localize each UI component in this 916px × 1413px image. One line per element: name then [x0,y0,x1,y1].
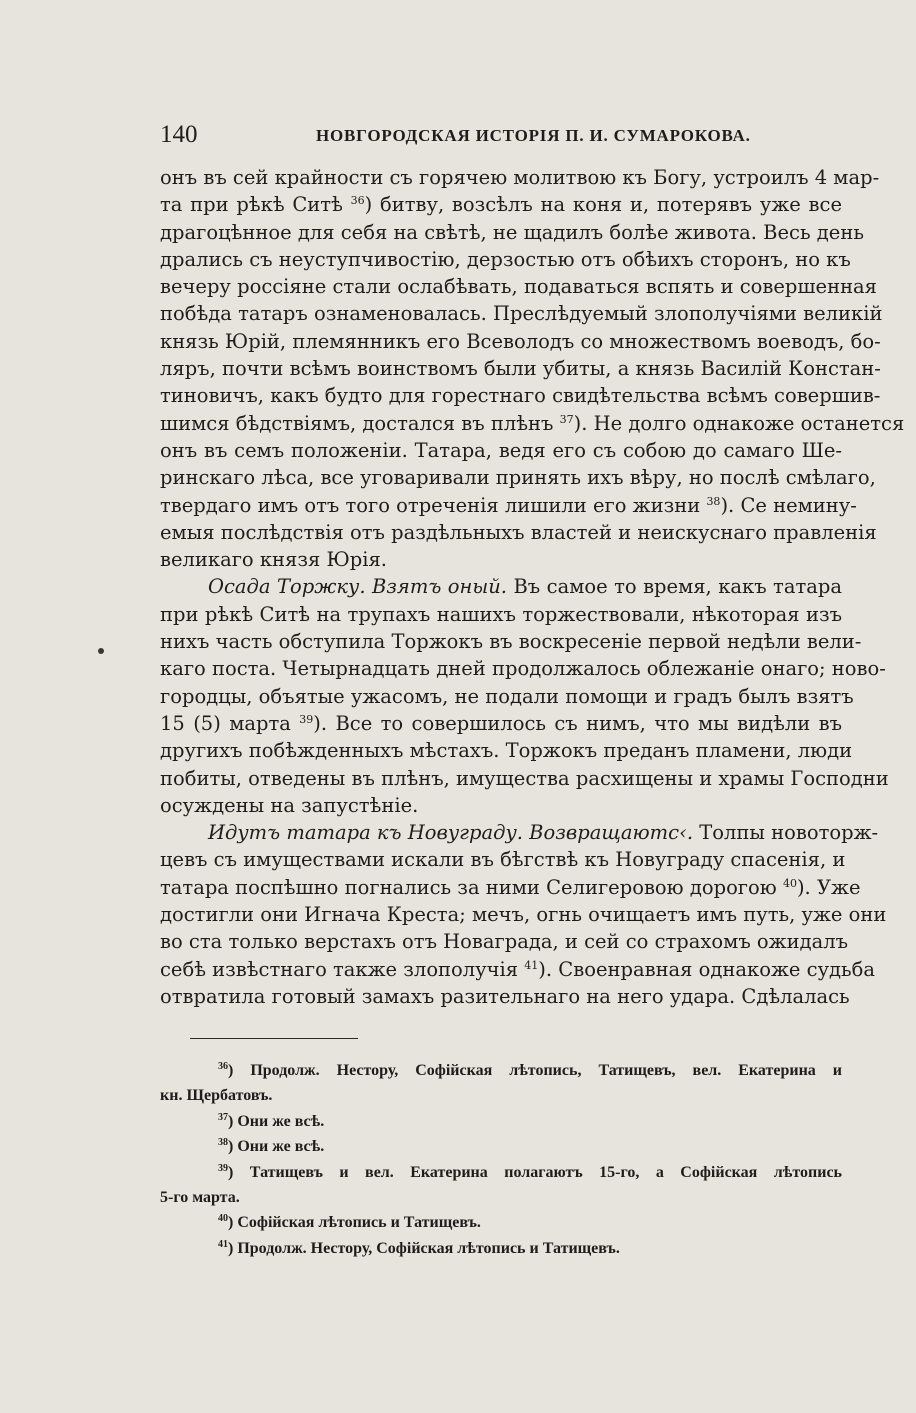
footnote-reference: 37 [218,1111,228,1123]
text-line [160,382,881,409]
text-run: ) Продолж. Нестору, Софійская лѣтопись и Татищевъ. [228,1239,620,1257]
text-line [160,765,889,792]
footnote-reference: 40 [218,1213,228,1225]
text-line [160,573,842,600]
text-line [160,164,880,191]
footnote-reference: 36 [350,194,365,208]
text-run: татара поспѣшно погнались за ними Селигеровою дорогою [160,875,783,899]
section-heading-italic: Идутъ татара къ Новуграду. Возвращаютс‹. [208,821,694,845]
footnote [160,1160,842,1211]
text-run: ) Они же всѣ. [228,1138,325,1156]
footnote-line [160,1210,842,1235]
text-run: твердаго имъ отъ того отреченія лишили его жизни [160,493,707,517]
text-run: себѣ извѣстнаго также злополучія [160,957,525,981]
text-run: нихъ часть обступила Торжокъ въ воскресеніе первой недѣли вели- [160,630,862,654]
text-line [160,355,881,382]
text-run: кн. Щербатовъ. [160,1087,273,1105]
text-line [160,846,846,873]
text-run: тиновичъ, какъ будто для горестнаго свидѣтельства всѣмъ совершив- [160,384,881,408]
footnote-reference: 40 [782,876,797,890]
text-run: дрались съ неуступчивостію, дерзостью отъ обѣихъ сторонъ, но къ [160,247,851,271]
footnote-reference: 41 [218,1238,228,1250]
text-line [160,792,842,819]
footnote-divider [190,1038,358,1039]
text-line [160,874,861,901]
text-line [160,683,854,710]
text-line [160,519,877,546]
text-run: ) Татищевъ и вел. Екатерина полагаютъ 15-го, а Софійская лѣтопись [228,1163,842,1181]
text-run: драгоцѣнное для себя на свѣтѣ, не щадилъ болѣе живота. Весь день [160,220,864,244]
text-run: 5-го марта. [160,1188,240,1206]
text-run: вечеру россіяне стали ослабѣвать, подаваться вспять и совершенная [160,275,877,299]
footnote-reference: 39 [299,712,314,726]
text-line [160,328,881,355]
text-run: ) битву, возсѣлъ на коня и, потерявъ уже все [364,193,842,217]
text-line [160,191,842,218]
text-run: ) Они же всѣ. [228,1112,325,1130]
text-run: шимся бѣдствіямъ, достался въ плѣнъ [160,411,560,435]
text-run: ринскаго лѣса, все уговаривали принять ихъ вѣру, но послѣ смѣлаго, [160,466,876,490]
footnote-line [160,1083,842,1108]
text-line [160,437,842,464]
text-run: при рѣкѣ Ситѣ на трупахъ нашихъ торжествовали, нѣкоторая изъ [160,602,842,626]
text-line [160,710,842,737]
text-line [160,655,886,682]
text-line [160,956,876,983]
footnote-reference: 39 [218,1162,228,1174]
text-line [160,928,849,955]
text-run: ляръ, почти всѣмъ воинствомъ были убиты, а князь Василій Констан- [160,357,881,381]
text-run: во ста только верстахъ отъ Новаграда, и сей со страхомъ ожидалъ [160,930,849,954]
footnote-line [160,1058,842,1083]
running-head: НОВГОРОДСКАЯ ИСТОРІЯ П. И. СУМАРОКОВА. [316,126,751,145]
footnote-reference: 38 [218,1137,228,1149]
ink-speck [98,648,104,654]
text-run: осуждены на запустѣніе. [160,793,419,817]
footnote-line [160,1134,842,1159]
text-run: побѣда татаръ ознаменовалась. Преслѣдуемый злополучіями великій [160,302,883,326]
text-line [160,901,887,928]
footnote-reference: 36 [218,1061,228,1072]
text-run: великаго князя Юрія. [160,548,387,572]
footnote-line [160,1236,842,1261]
footnote-reference: 37 [559,412,574,426]
text-run: ) Продолж. Нестору, Софійская лѣтопись, Татищевъ, вел. Екатерина и [228,1062,842,1079]
text-run: побиты, отведены въ плѣнъ, имущества расхищены и храмы Господни [160,766,889,790]
text-run: ). Все то совершилось съ нимъ, что мы видѣли въ [313,711,842,735]
text-line [160,819,879,846]
text-run: емыя послѣдствія отъ раздѣльныхъ властей и неискуснаго правленія [160,520,877,544]
text-run: цевъ съ имуществами искали въ бѣгствѣ къ Новуграду спасенія, и [160,848,846,872]
text-run: городцы, объятые ужасомъ, не подали помощи и градъ былъ взятъ [160,684,854,708]
text-line [160,464,876,491]
text-line [160,219,864,246]
text-run: ). Уже [796,875,861,899]
page-number: 140 [160,121,198,148]
footnote [160,1058,842,1109]
text-line [160,628,862,655]
text-line [160,410,905,437]
text-run: Въ самое то время, какъ татара [507,575,842,599]
footnotes [160,1058,842,1261]
text-run: ). Не долго однакоже останется [573,411,905,435]
main-text [160,164,905,1010]
text-run: та при рѣкѣ Ситѣ [160,193,351,217]
text-line [160,273,877,300]
text-run: другихъ побѣжденныхъ мѣстахъ. Торжокъ преданъ пламени, люди [160,739,853,763]
text-run: князь Юрій, племянникъ его Всеволодъ со множествомъ воеводъ, бо- [160,329,881,353]
footnote-line [160,1109,842,1134]
footnote-line [160,1185,842,1210]
text-run: отвратила готовый замахъ разительнаго на него удара. Сдѣлалась [160,984,850,1008]
text-run: достигли они Игнача Креста; мечъ, огнь очищаетъ имъ путь, уже они [160,903,887,927]
footnote-reference: 38 [706,494,721,508]
text-line [160,601,842,628]
footnote-reference: 41 [524,958,539,972]
text-run: Толпы новоторж- [693,821,879,845]
text-run: онъ въ сей крайности съ горячею молитвою къ Богу, устроилъ 4 мар- [160,166,880,189]
text-line [160,246,851,273]
text-run: 15 (5) марта [160,711,300,735]
text-line [160,300,883,327]
text-run: ). Своенравная однакоже судьба [538,957,876,981]
text-run: каго поста. Четырнадцать дней продолжалось облежаніе онаго; ново- [160,657,886,681]
footnote [160,1109,842,1134]
text-line [160,546,842,573]
footnote-line [160,1160,842,1185]
section-heading-italic: Осада Торжку. Взятъ оный. [208,575,508,599]
text-run: онъ въ семъ положеніи. Татара, ведя его съ собою до самаго Ше- [160,438,842,462]
text-line [160,983,850,1010]
text-run: ) Софійская лѣтопись и Татищевъ. [228,1214,481,1232]
footnote [160,1236,842,1261]
text-line [160,737,853,764]
text-line [160,492,857,519]
page-header [160,120,842,150]
text-run: ). Се немину- [720,493,857,517]
footnote [160,1210,842,1235]
footnote [160,1134,842,1159]
